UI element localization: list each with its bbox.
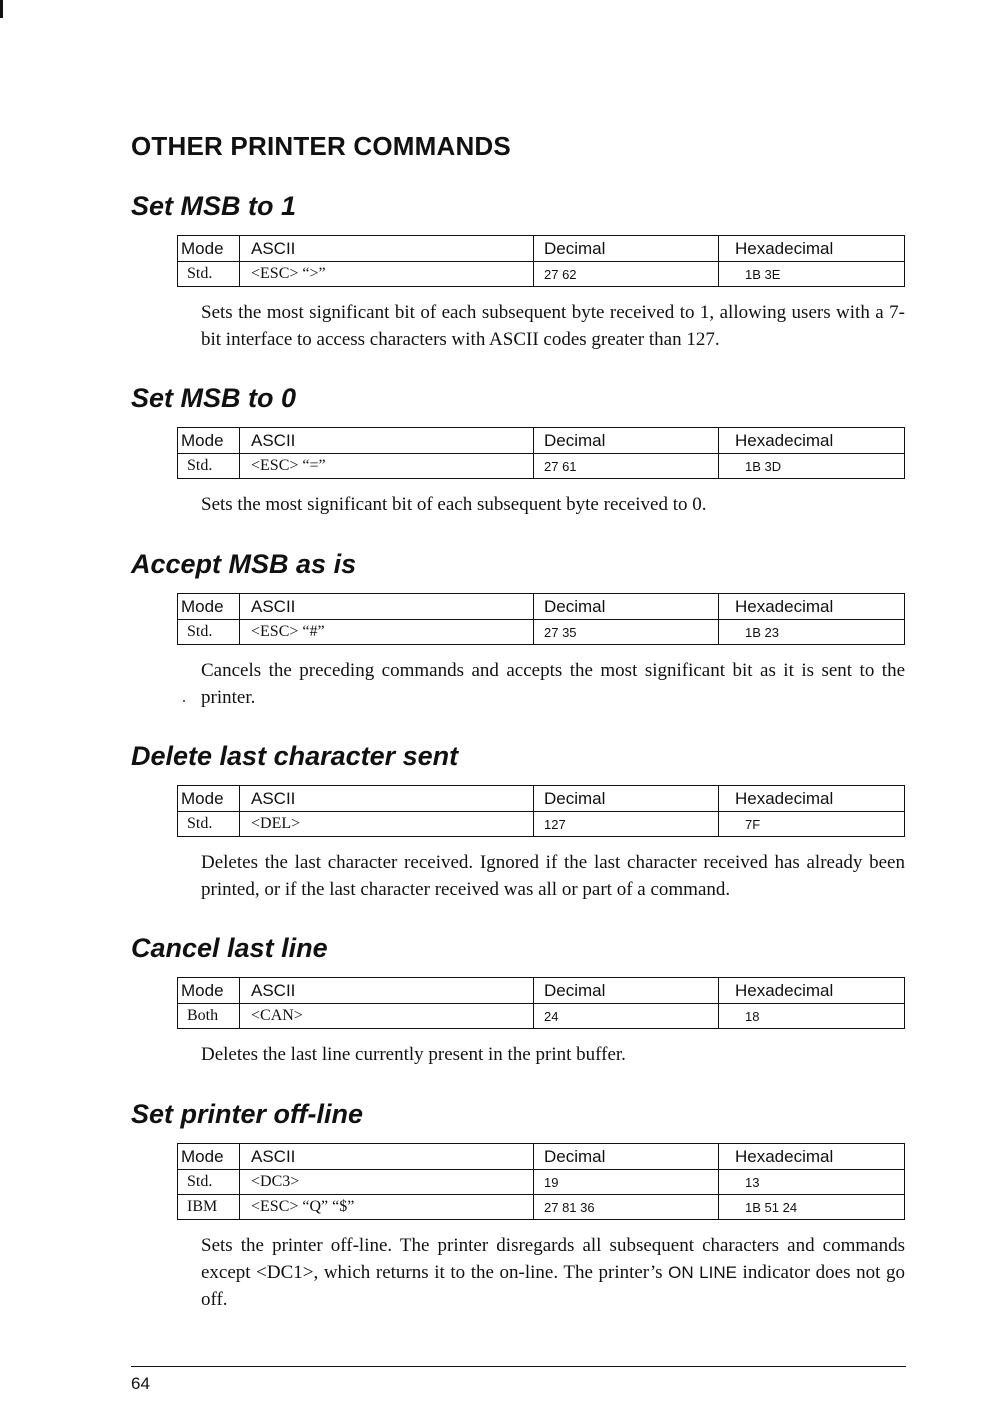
header-decimal: Decimal: [534, 978, 719, 1004]
section-delete-last-character: [131, 738, 906, 903]
cell-ascii: <DC3>: [240, 1170, 534, 1195]
command-heading: Cancel last line: [131, 933, 328, 963]
header-mode: Mode: [178, 978, 240, 1004]
command-heading: Set MSB to 1: [131, 191, 297, 221]
command-description: [201, 1232, 905, 1313]
table-header-row: [178, 786, 905, 812]
header-hex: Hexadecimal: [719, 594, 905, 620]
cell-hex: 18: [719, 1004, 905, 1029]
cell-hex: 1B 51 24: [719, 1195, 905, 1220]
cell-hex: 1B 23: [719, 620, 905, 645]
header-hex: Hexadecimal: [719, 428, 905, 454]
header-hex: Hexadecimal: [719, 978, 905, 1004]
cell-ascii: <ESC> “>”: [240, 262, 534, 287]
cell-ascii: <ESC> “Q” “$”: [240, 1195, 534, 1220]
header-ascii: ASCII: [240, 428, 534, 454]
table-row: [178, 454, 905, 479]
cell-mode: Std.: [178, 812, 240, 837]
table-row: [178, 1004, 905, 1029]
cell-mode: Std.: [178, 620, 240, 645]
command-heading: Accept MSB as is: [131, 549, 357, 579]
header-decimal: Decimal: [534, 1144, 719, 1170]
cell-decimal: 127: [534, 812, 719, 837]
command-heading: Set MSB to 0: [131, 383, 297, 413]
header-decimal: Decimal: [534, 236, 719, 262]
table-header-row: [178, 428, 905, 454]
command-table: [177, 785, 905, 837]
cell-decimal: 19: [534, 1170, 719, 1195]
table-header-row: [178, 978, 905, 1004]
footer-rule: [131, 1366, 906, 1367]
cell-decimal: 24: [534, 1004, 719, 1029]
cell-mode: Both: [178, 1004, 240, 1029]
cell-hex: 1B 3D: [719, 454, 905, 479]
description-text: Sets the printer off-line. The printer disregards all subsequent characters and commands except <DC1>, which returns it to the on-line. The printer’s: [201, 1235, 905, 1283]
table-header-row: [178, 594, 905, 620]
cell-decimal: 27 35: [534, 620, 719, 645]
cell-ascii: <CAN>: [240, 1004, 534, 1029]
header-hex: Hexadecimal: [719, 236, 905, 262]
section-set-msb-0: [131, 380, 906, 518]
cell-mode: Std.: [178, 262, 240, 287]
cell-mode: IBM: [178, 1195, 240, 1220]
page-title: OTHER PRINTER COMMANDS: [131, 131, 511, 161]
header-mode: Mode: [178, 594, 240, 620]
cell-decimal: 27 62: [534, 262, 719, 287]
header-ascii: ASCII: [240, 978, 534, 1004]
scan-edge-mark: [0, 0, 3, 18]
command-description: Deletes the last line currently present in the print buffer.: [201, 1044, 626, 1065]
table-row: [178, 620, 905, 645]
command-table: [177, 593, 905, 645]
cell-ascii: <ESC> “=”: [240, 454, 534, 479]
cell-decimal: 27 81 36: [534, 1195, 719, 1220]
cell-ascii: <DEL>: [240, 812, 534, 837]
description-text: indicator does not go off.: [201, 1262, 905, 1310]
command-heading: Set printer off-line: [131, 1099, 364, 1129]
command-table: [177, 427, 905, 479]
cell-decimal: 27 61: [534, 454, 719, 479]
header-mode: Mode: [178, 786, 240, 812]
command-description: Sets the most significant bit of each subsequent byte received to 0.: [201, 494, 707, 515]
table-header-row: [178, 1144, 905, 1170]
section-accept-msb: [131, 546, 906, 711]
cell-hex: 7F: [719, 812, 905, 837]
header-ascii: ASCII: [240, 594, 534, 620]
on-line-indicator-label: ON LINE: [668, 1263, 737, 1282]
cell-ascii: <ESC> “#”: [240, 620, 534, 645]
header-hex: Hexadecimal: [719, 786, 905, 812]
header-decimal: Decimal: [534, 786, 719, 812]
header-ascii: ASCII: [240, 1144, 534, 1170]
scan-speck: [183, 700, 185, 702]
cell-hex: 13: [719, 1170, 905, 1195]
command-description: Sets the most significant bit of each subsequent byte received to 1, allowing users with a 7-bit interface to access characters with ASCII codes greater than 127.: [201, 302, 905, 350]
section-cancel-last-line: [131, 930, 906, 1068]
table-row: [178, 1195, 905, 1220]
command-description: Cancels the preceding commands and accepts the most significant bit as it is sent to the printer.: [201, 660, 905, 708]
section-set-printer-off-line: [131, 1096, 906, 1313]
header-decimal: Decimal: [534, 594, 719, 620]
command-table: [177, 235, 905, 287]
command-description: Deletes the last character received. Ignored if the last character received has already been printed, or if the last character received was all or part of a command.: [201, 852, 905, 900]
command-table: [177, 977, 905, 1029]
header-mode: Mode: [178, 428, 240, 454]
header-mode: Mode: [178, 236, 240, 262]
cell-hex: 1B 3E: [719, 262, 905, 287]
table-row: [178, 1170, 905, 1195]
table-header-row: [178, 236, 905, 262]
page-number: 64: [131, 1374, 150, 1393]
header-hex: Hexadecimal: [719, 1144, 905, 1170]
table-row: [178, 262, 905, 287]
header-ascii: ASCII: [240, 786, 534, 812]
command-heading: Delete last character sent: [131, 741, 459, 771]
cell-mode: Std.: [178, 1170, 240, 1195]
header-decimal: Decimal: [534, 428, 719, 454]
header-ascii: ASCII: [240, 236, 534, 262]
section-set-msb-1: [131, 188, 906, 353]
table-row: [178, 812, 905, 837]
header-mode: Mode: [178, 1144, 240, 1170]
cell-mode: Std.: [178, 454, 240, 479]
command-table: [177, 1143, 905, 1220]
